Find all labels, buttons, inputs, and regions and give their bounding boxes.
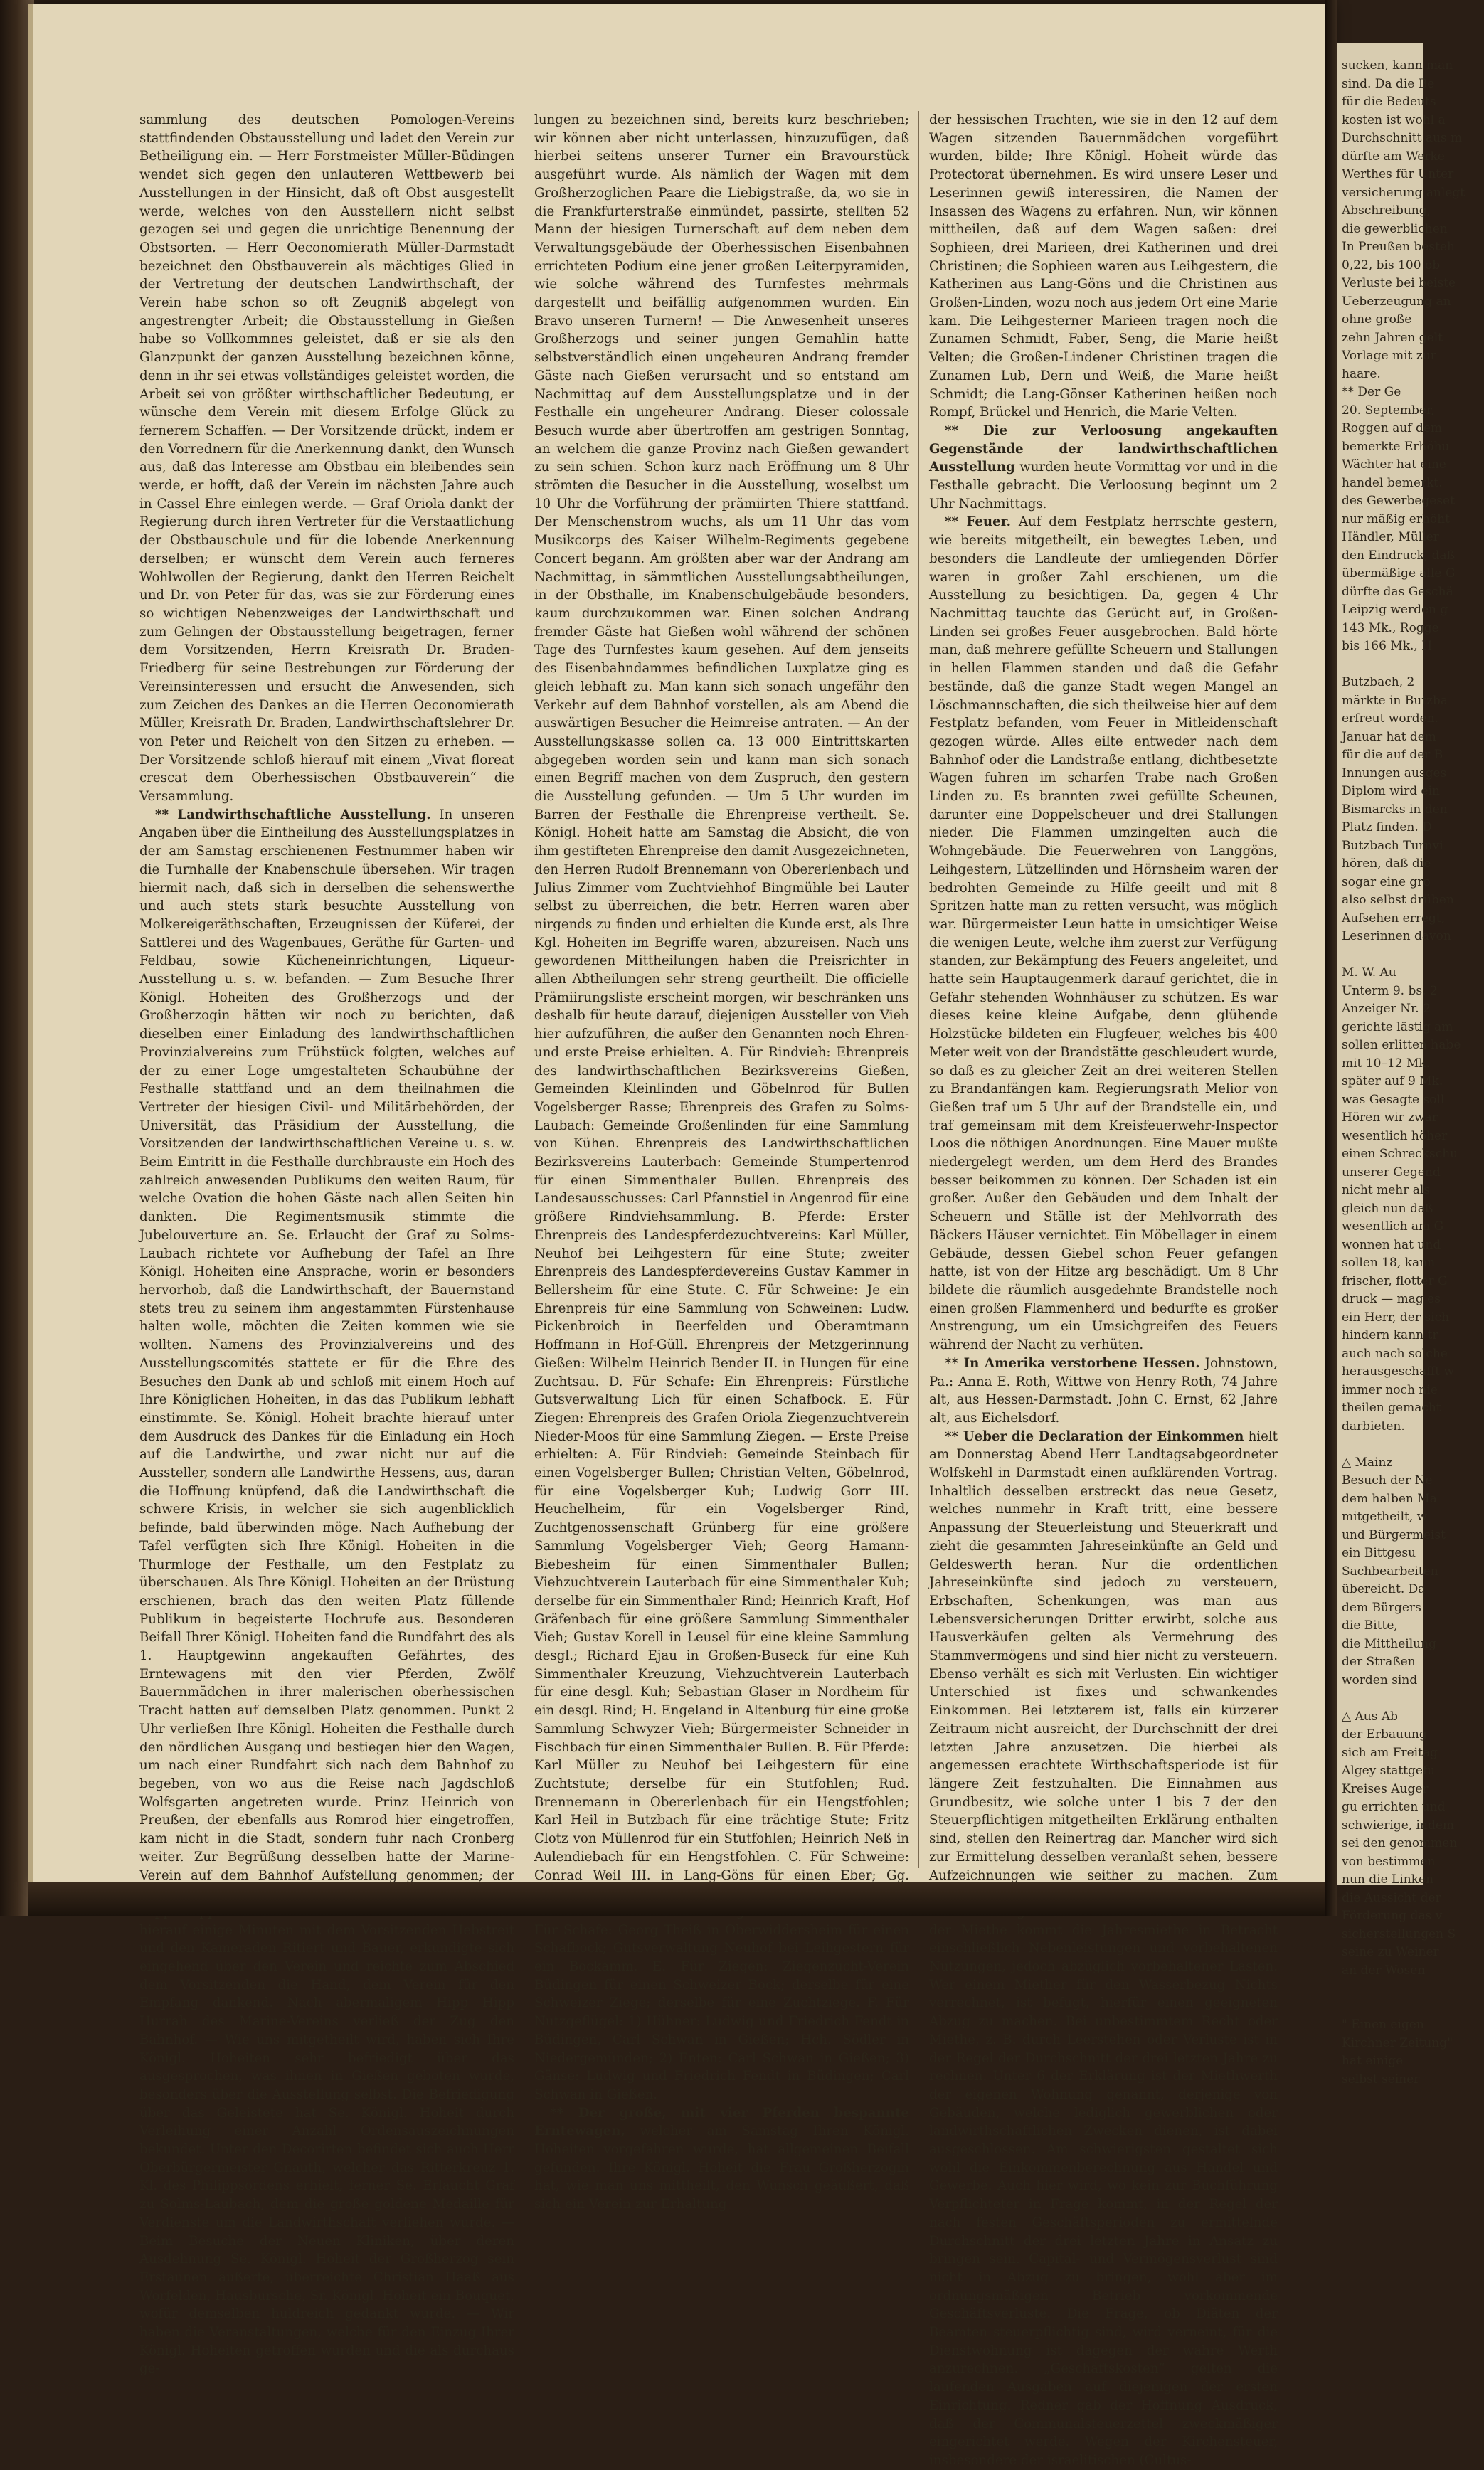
adjacent-page-line: der Erbauung (1342, 1727, 1427, 1742)
adjacent-page-line: also selbst drüben (1342, 893, 1454, 907)
adjacent-page-line: Händler, Müller (1342, 530, 1439, 544)
adjacent-page-line: für die auf der B (1342, 748, 1443, 762)
col3-heading-verloosung: ** Die zur Verloosung angekauften Gegenstände der landwirthschaftlichen Ausstellung (929, 423, 1278, 475)
col1-paragraph-2-body: In unseren Angaben über die Eintheilung des Ausstellungsplatzes in der am Samstag erschienenen Festnummer haben wir die Turnhalle der Knabenschule übersehen. Wir tragen hiermit nach, daß sich in derselben die sehenswerthe und auch stets stark besuchte Ausstellung von Molkereigeräthschaften, Erzeugnissen der Küferei, der Sattlerei und des Wagenbaues, Geräthe für Garten- und Feldbau, sowie Kücheneinrichtungen, Liqueur-Ausstellung u. s. w. befanden. — Zum Besuche Ihrer Königl. Hoheiten des Großherzogs und der Großherzogin hätten wir noch zu berichten, daß dieselben einer Einladung des landwirthschaftlichen Provinzialvereins zum Frühstück folgten, welches auf der zu einer Loge umgestalteten Schaubühne der Festhalle stattfand und an dem theilnahmen die Vertreter der hiesigen Civil- und Militärbehörden, der Universität, das Präsidium der Ausstellung, die Vorsitzenden der landwirthschaftlichen Vereine u. s. w. Beim Eintritt in die Festhalle durchbrauste ein Hoch des zahlreich anwesenden Publikums den weiten Raum, für welche Ovation die hohen Gäste nach allen Seiten hin dankten. Die Regimentsmusik stimmte die Jubelouverture an. Se. Erlaucht der Graf zu Solms-Laubach richtete vor Aufhebung der Tafel an Ihre Königl. Hoheiten eine Ansprache, worin er besonders hervorhob, daß die Landwirthschaft, der Bauernstand stets treu zu seinem ihm angestammten Fürstenhause halten wolle, möchten die Zeiten kommen wie sie wollten. Namens des Provinzialvereins und des Ausstellungscomités stattete er für die Ehre des Besuches den Dank ab und schloß mit einem Hoch auf Ihre Königlichen Hoheiten, in das das Publikum lebhaft einstimmte. Se. Königl. Hoheit brachte hierauf unter dem Ausdruck des Dankes für die Einladung ein Hoch auf die Landwirthe, und zwar nicht nur auf die Aussteller, sondern alle Landwirthe Hessens, aus, daran die Hoffnung knüpfend, daß die Landwirthschaft die schwere Krisis, in welcher sie sich augenblicklich befinde, bald überwinden möge. Nach Aufhebung der Tafel verfügten sich Ihre Königl. Hoheiten in die Thurmloge der Festhalle, um den Festplatz zu überschauen. Als Ihre Königl. Hoheiten an der Brüstung erschienen, brach das den weiten Platz füllende Publikum in begeisterte Hochrufe aus. Besonderen Beifall Ihrer Königl. Hoheiten fand die Rundfahrt des als 1. Hauptgewinn angekauften Gefährtes, des Erntewagens mit den vier Pferden, Zwölf Bauernmädchen in ihrer malerischen oberhessischen Tracht hatten auf demselben Platz genommen. Punkt 2 Uhr verließen Ihre Königl. Hoheiten die Festhalle durch den nördlichen Ausgang und bestiegen hier den Wagen, um nach einer Rundfahrt sich nach dem Bahnhof zu begeben, von wo aus die Reise nach Jagdschloß Wolfsgarten angetreten wurde. Prinz Heinrich von Preußen, der ebenfalls aus Romrod hier eingetroffen, kam nicht in die Stadt, sondern fuhr nach Cronberg weiter. Zur Begrüßung desselben hatte der Marine-Verein auf dem Bahnhof Aufstellung genommen; der hierauf einige Minuten mit dem Vorsitzenden Hebstreit und den Kameraden Ritiert und Bauer, erkundigte sich eingehend über den Verein und reichte zum Abschied dem Vorsitzenden die Hand, dem Verein für den Empfang dankend. Nach abermaligem Hipp Hipp Hurrah des Marine-Vereins verließ der Zug den Bahnhof. — Wie uns mitgetheilt wird, haben sich Ihre Königl. Hoheiten sehr befriedigt über das ausgesprochen, was ihnen in Gießen geboten wurde, besonders über die Ausstellung selbst. Die Befriedigung über das Geleistete hat Se. Königl. Hoheit durch Verleihung einer Anzahl Ordensauszeichnungen bekundet. Unter den Decorirten befindet sich auch Herr Oberbürgermeister Gnauth, welcher das Ritterkreuz 1. Kl. des Philippsordens erhielt, ferner Se. Erlaucht Graf zu Solms-Laubach, dem die große goldene Medaille für Verdienste um die Landwirthschaft verliehen wurde. — Beim Besuche der Neuen Kliniken, über deren Ausdehnung Se. Königl. Hoheit der Großherzog sein Erstaunen äußerte, überreichte Christian Haaß aus Worfelden, Hausbursche, Sr. Königl. Hoheit ein Bouquet, wofür demselben huldreich gedankt wurde. — Wir haben die Veranstaltungen, welche für den Einzug Ihrer Königl. Hoheiten getroffen wurden und die als durchaus ge- (139, 807, 514, 2377)
adjacent-page-line: wonnen hat und (1342, 1237, 1441, 1252)
adjacent-page-line: Sachbearbeiten (1342, 1564, 1438, 1579)
col3-heading-feuer: ** Feuer. (945, 514, 1011, 530)
adjacent-page-line: übereicht. Da (1342, 1582, 1426, 1596)
adjacent-page-line: 0,22, bis 100 ob (1342, 258, 1441, 272)
adjacent-page-line: Unterm 9. bs. 2 (1342, 983, 1438, 998)
col3-paragraph-4-body: Johnstown, Pa.: Anna E. Roth, Wittwe von Henry Roth, 74 Jahre alt, aus Hessen-Darmstadt. John C. Ernst, 62 Jahre alt, aus Eichelsdorf. (929, 1355, 1278, 1426)
adjacent-page-line: sucken, kann man (1342, 58, 1453, 73)
adjacent-page-line: handel bemerkt. (1342, 475, 1443, 490)
col3-paragraph-5-body: hielt am Donnerstag Abend Herr Landtagsabgeordneter Wolfskehl in Darmstadt einen aufklärenden Vortrag. Inhaltlich desselben erstreckt das neue Gesetz, welches nunmehr in Kraft tritt, eine bessere Anpassung der Steuerleistung und Steuerkraft und zieht die gesammten Jahreseinkünfte an Geld und Geldeswerth heran. Nur die ordentlichen Jahreseinkünfte sind jedoch zu versteuern, Erbschaften, Schenkungen, was man aus Lebensversicherungen Dritter erwirbt, solche aus Hausverkäufen gelten als Vermehrung des Stammvermögens und sind hier nicht zu versteuern. Ebenso verhält es sich mit Verlusten. Ein wichtiger Unterschied ist fixes und schwankendes Einkommen. Bei letzterem ist, falls ein kürzerer Zeitraum nicht ausreicht, der Durchschnitt der drei letzten Jahre anzusetzen. Die hierbei als angemessen erachtete Wirthschaftsperiode ist für längere Zeit festzuhalten. Die Einnahmen aus Grundbesitz, wie solche unter 1 bis 7 der den Steuerpflichtigen mitgetheilten Erklärung enthalten sind, stellen den Reinertrag dar. Mancher wird sich zur Ermittelung desselben veranlaßt sehen, bessere Aufzeichnungen wie seither zu machen. Zum der Miethe kommt die Jahresmiethe in Betracht einschließlich Nebenleistungen und vorbehaltenen Nutzungen, jedoch abzüglich vorbehaltener Lasten. Wer einem Miether für den Wasserbezug Nichts verrechnet, ist befugt, hierfür einen geeigneten Abzug zu machen. Bei unbestimmtem Recht oder Miethe, z. B. durch Leerstehen oder Verluste ist in der Regel der Durchschnitt der drei letzten Jahre zu rechnen. Unter 6 der Erklärung ist der Miethwerth der eigenen Wohnung genannt, derjenige von Gebäuden, welche lediglich gewerblichen oder landwirthschaftlichen Zwecken dienen, ist dabei ausgeschlossen. Am schwierigsten gestaltet sich wohl die Einkommenberechnung aus Handel und Gewerbe. Auch hier wird, wo kein zur Buchführung Verpflichteter in Frage kommt, in der Regel der nach festen Geschäftsperioden zu ermittelnde Durchschnitt der drei letzten Jahre in Ansatz zu bringen sein. Capital- und Vermögensverlust sind nicht in Abzug zu bringen, wohl aber im ordnungsmäßigen Betrieb vorkommende Geschäftsverluste. Die Frage, ob Diäten der Beamten steuerpflichtig sind, wird verneint, für die Dienstwohnung ist dagegen der wahre Werth anzurechnen. „Geschäftskosten“ gelten die laufenden Ausgaben auf diejenigen der ersten Einrichtung. Redner gab der Hoffnung Ausdruck, daß der Communalsteuerzettel zweckmäßiger eingerichtet werde. Wegen der Kirchensteuer, insbesondere der israelitischen (Cultus- (929, 1429, 1278, 2468)
col1-heading-landwirthschaftliche-ausstellung: ** Landwirthschaftliche Ausstellung. (155, 807, 431, 822)
adjacent-page-line: " Einen eigen (1342, 2018, 1424, 2032)
page-text-area (139, 111, 1278, 2468)
col3-paragraph-3-body: Auf dem Festplatz herrschte gestern, wie bereits mitgetheilt, ein bewegtes Leben, und besonders die Landleute der umliegenden Dörfer waren in großer Zahl erschienen, um die Ausstellung zu besichtigen. Da, gegen 4 Uhr Nachmittag tauchte das Gerücht auf, in Großen-Linden sei großes Feuer ausgebrochen. Bald hörte man, daß mehrere gefüllte Scheuern und Stallungen in hellen Flammen standen und daß die Gefahr bestände, daß die ganze Stadt wegen Mangel an Löschmannschaften, die sich theilweise hier auf dem Festplatz befanden, vom Feuer in Mitleidenschaft gezogen würde. Alles eilte entweder nach dem Bahnhof oder die Landstraße entlang, dichtbesetzte Wagen fuhren im scharfen Trabe nach Großen Linden zu. Es brannten zwei gefüllte Scheunen, darunter eine Doppelscheuer und drei Stallungen nieder. Die Flammen umzingelten auch die Wohngebäude. Die Feuerwehren von Langgöns, Leihgestern, Lützellinden und Hörnsheim waren der bedrohten Gemeinde zu Hilfe geeilt und mit 8 Spritzen hatte man zu retten versucht, was möglich war. Bürgermeister Leun hatte in umsichtiger Weise die wenigen Leute, welche ihm zuerst zur Verfügung standen, zur Bekämpfung des Feuers angeleitet, und hatte sein Hauptaugenmerk darauf gerichtet, die in Gefahr stehenden Wohnhäuser zu schützen. Es war dieses keine kleine Aufgabe, denn glühende Holzstücke bildeten ein Flugfeuer, welches bis 400 Meter weit von der Brandstätte geschleudert wurde, so daß es zu gleicher Zeit an drei weiteren Stellen zu Brandanfängen kam. Regierungsrath Melior von Gießen traf um 5 Uhr auf der Brandstelle ein, und traf gemeinsam mit dem Kreisfeuerwehr-Inspector Loos die nöthigen Anordnungen. Eine Mauer mußte niedergelegt werden, um dem Herd des Brandes besser beikommen zu können. Der Schaden ist ein großer. Außer den Gebäuden und dem Inhalt der Scheuern und Ställe ist der Mehlvorrath des Bäckers Häuser vernichtet. Ein Möbellager in einem Gebäude, dessen Giebel schon Feuer gefangen hatte, ist von der Hitze arg beschädigt. Um 8 Uhr bildete die räumlich ausgedehnte Brandstelle noch einen großen Flammenherd und bedurfte es großer Anstrengung, um ein Umsichgreifen des Feuers während der Nacht zu verhüten. (929, 514, 1278, 1353)
adjacent-page-line: zehn Jahren gelt (1342, 330, 1443, 345)
adjacent-page-line: Abschreibung, (1342, 203, 1431, 218)
adjacent-page-line: Ueberzeugung an (1342, 294, 1451, 309)
adjacent-page-line: ein Herr, der sich (1342, 1310, 1450, 1325)
adjacent-page-line: theilen gemacht (1342, 1401, 1441, 1415)
adjacent-page-line: die Aussicht der (1342, 1890, 1441, 1905)
adjacent-page-line (1342, 1436, 1484, 1454)
col2-paragraph-1: lungen zu bezeichnen sind, bereits kurz beschrieben; wir können aber nicht unterlassen, hinzuzufügen, daß hierbei seitens unserer Turner ein Bravourstück ausgeführt wurde. Als nämlich der Wagen mit dem Großherzoglichen Paare die Liebigstraße, da, wo sie in die Frankfurterstraße einmündet, passirte, stellten 52 Mann der hiesigen Turnerschaft auf dem neben dem Verwaltungsgebäude der Oberhessischen Eisenbahnen errichteten Podium eine jener großen Leiterpyramiden, wie solche während des Turnfestes mehrmals dargestellt und beifällig aufgenommen wurden. Ein Bravo unseren Turnern! — Die Anwesenheit unseres Großherzogs und seiner jungen Gemahlin hatte selbstverständlich einen ungeheuren Andrang fremder Gäste nach Gießen verursacht und so entstand am Nachmittag auf dem Ausstellungsplatze und in der Festhalle ein ungeheurer Andrang. Dieser colossale Besuch wurde aber übertroffen am gestrigen Sonntag, an welchem die ganze Provinz nach Gießen gewandert zu sein schien. Schon kurz nach Eröffnung um 8 Uhr strömten die Besucher in die Ausstellung, woselbst um 10 Uhr die Vorführung der prämiirten Thiere stattfand. Der Menschenstrom wuchs, als um 11 Uhr das vom Musikcorps des Kaiser Wilhelm-Regiments gegebene Concert begann. Am größten aber war der Andrang am Nachmittag, in sämmtlichen Ausstellungsabtheilungen, in der Obsthalle, im Knabenschulgebäude besonders, kaum durchzukommen war. Einen solchen Andrang fremder Gäste hat Gießen wohl während der schönen Tage des Turnfestes kaum gesehen. Auf dem jenseits des Eisenbahndammes befindlichen Luxplatze ging es gleich lebhaft zu. Man kann sich sonach ungefähr den Verkehr auf dem Bahnhof vorstellen, als am Abend die auswärtigen Besucher die Heimreise antraten. — An der Ausstellungskasse sollen ca. 13 000 Eintrittskarten abgegeben worden sein und kann man sich sonach einen Begriff machen von dem Zuspruch, den gestern die Ausstellung gefunden. — Um 5 Uhr wurden im Barren der Festhalle die Ehrenpreise vertheilt. Se. Königl. Hoheit hatte am Samstag die Absicht, die von ihm gestifteten Ehrenpreise den damit Ausgezeichneten, den Herren Rudolf Brennemann von Obererlenbach und Julius Zimmer vom Zuchtviehhof Bingmühle bei Lauter selbst zu überreichen, die betr. Herren waren aber nirgends zu finden und erhielten die Kunde erst, als Ihre Kgl. Hoheiten im Begriffe waren, abzureisen. Nach uns gewordenen Mittheilungen haben die Preisrichter in allen Abtheilungen sehr streng geurtheilt. Die officielle Prämiirungsliste erscheint morgen, wir beschränken uns deshalb für heute darauf, diejenigen Aussteller von Vieh hier aufzuführen, die außer den Genannten noch Ehren- und erste Preise erhielten. A. Für Rindvieh: Ehrenpreis des landwirthschaftlichen Bezirksvereins Gießen, Gemeinden Kleinlinden und Göbelnrod für Bullen Vogelsberger Rasse; Ehrenpreis des Grafen zu Solms-Laubach: Gemeinde Großenlinden für eine Sammlung von Kühen. Ehrenpreis des Landwirthschaftlichen Bezirksvereins Lauterbach: Gemeinde Stumpertenrod für einen Simmenthaler Bullen. Ehrenpreis des Landesausschusses: Carl Pfannstiel in Angenrod für eine größere Rindviehsammlung. B. Pferde: Erster Ehrenpreis des Landespferdezuchtvereins: Karl Müller, Neuhof bei Leihgestern für eine Stute; zweiter Ehrenpreis des Landespferdevereins Gustav Kammer in Bellersheim für eine Stute. C. Für Schweine: Je ein Ehrenpreis für eine Sammlung von Schweinen: Ludw. Pickenbroich in Beerfelden und Oberamtmann Hoffmann in Hof-Güll. Ehrenpreis der Metzgerinnung Gießen: Wilhelm Heinrich Bender II. in Hungen für eine Zuchtsau. D. Für Schafe: Ein Ehrenpreis: Fürstliche Gutsverwaltung Lich für einen Schafbock. E. Für Ziegen: Ehrenpreis des Grafen Oriola Ziegenzuchtverein Nieder-Moos für eine Sammlung Ziegen. — Erste Preise erhielten: A. Für Rindvieh: Gemeinde Steinbach für einen Vogelsberger Bullen; Christian Velten, Göbelnrod, für eine Vogelsberger Kuh; Ludwig Gorr III. Heuchelheim, für ein Vogelsberger Rind, Zuchtgenossenschaft Grünberg für eine größere Sammlung Vogelsberger Vieh; Georg Hamann-Biebesheim für einen Simmenthaler Bullen; Viehzuchtverein Lauterbach für eine Simmenthaler Kuh; derselbe für ein Simmenthaler Rind; Heinrich Kraft, Hof Gräfenbach für eine größere Sammlung Simmenthaler Vieh; Gustav Korell in Leusel für eine kleine Sammlung desgl.; Richard Ejau in Großen-Buseck für eine Kuh Simmenthaler Kreuzung, Viehzuchtverein Lauterbach für eine desgl. Kuh; Sebastian Glaser in Nordheim für ein desgl. Rind; H. Engeland in Altenburg für eine große Sammlung Schwyzer Vieh; Bürgermeister Schneider in Fischbach für einen Simmenthaler Bullen. B. Für Pferde: Karl Müller zu Neuhof bei Leihgestern für eine Zuchtstute; derselbe für ein Stutfohlen; Rud. Brennemann in Obererlenbach für ein Hengstfohlen; Karl Heil in Butzbach für eine trächtige Stute; Fritz Clotz von Müllenrod für ein Stutfohlen; Heinrich Neß in Aulendiebach für ein Hengstfohlen. C. Für Schweine: Conrad Weil III. in Lang-Göns für einen Eber; Gg. Für Schafe: Georg Theiß in Oberwiddersheim für einen Schafbock; Gutsverwaltung Neuhof bei Leihgestern für ein Bockamm. E. Für Ziegen: Ziegenzucht-Verein Büdingen für einen Schweizer Bock; derselbe für eine Schweizer Ziege; derselbe für eine Zuchtziege. F. Für Nutzgeflügel: 1) Hühner: Ludwig und Friedrich Fendt in Büdingen, Carl Schwan in Gießen; Hch. Södler in Niedergemünden; 2) Enten: Carl Schwan in Gießen; 3) Gänse: Ludwig und Friedrich Fendt in Büdingen; Carl Schwan in Gießen. (534, 112, 909, 2102)
adjacent-page-line: Förderung das v (1342, 1909, 1443, 1923)
adjacent-page-line: unserer Gegend (1342, 1165, 1441, 1180)
col3-paragraph-3 (929, 513, 1278, 1354)
adjacent-page-line: kosten ist wohl a (1342, 112, 1446, 127)
adjacent-page-line: versicherung anlegt (1342, 185, 1466, 200)
adjacent-page-line: märkte in Butzba (1342, 693, 1448, 708)
adjacent-page-line (1342, 1998, 1484, 2017)
adjacent-page-line: herausgeschafft w (1342, 1364, 1455, 1379)
adjacent-page-line: nicht mehr als (1342, 1183, 1431, 1197)
adjacent-page-line: Algey stattgefu (1342, 1764, 1436, 1778)
adjacent-page-line: sicherstellungen S (1342, 1926, 1456, 1941)
adjacent-page-line: Butzbach, 2 (1342, 675, 1415, 689)
col3-heading-amerika: ** In Amerika verstorbene Hessen. (945, 1355, 1200, 1371)
newspaper-page (28, 4, 1329, 2468)
adjacent-page-line: erfreut worden. (1342, 711, 1439, 726)
adjacent-page-line: später auf 9 Mk. (1342, 1074, 1443, 1088)
adjacent-page-line: hindern kann tr (1342, 1328, 1438, 1342)
adjacent-page-line: Aufsehen erregt, (1342, 911, 1446, 926)
adjacent-page-line: die Bitte, (1342, 1618, 1398, 1633)
adjacent-page-line: an der Wosen (1342, 1963, 1426, 1978)
adjacent-page-line: sollen erlitten habe (1342, 1038, 1461, 1052)
adjacent-page-line (1342, 656, 1484, 674)
adjacent-page-line: sich am Freitag (1342, 1745, 1438, 1760)
adjacent-page-line: △ Mainz (1342, 1455, 1393, 1470)
adjacent-page-line: gerichte lästig am (1342, 1019, 1453, 1034)
adjacent-page-line: was Gesagte soll (1342, 1092, 1445, 1107)
adjacent-page-line: ** Der Ge (1342, 385, 1401, 399)
col1-paragraph-1: sammlung des deutschen Pomologen-Vereins stattfindenden Obstausstellung und ladet den Verein zur Betheiligung ein. — Herr Forstmeister Müller-Büdingen wendet sich gegen den unlauteren Wettbewerb bei Ausstellungen in der Hinsicht, daß oft Obst ausgestellt werde, welches von den Ausstellern nicht selbst gezogen sei und gegen die unrichtige Benennung der Obstsorten. — Herr Oeconomierath Müller-Darmstadt bezeichnet den Obstbauverein als mächtiges Glied in der Vertretung der deutschen Landwirthschaft, der Verein habe schon so oft Zeugniß abgelegt von angestrengter Arbeit; die Obstausstellung in Gießen habe so Vollkommnes geleistet, daß er sie als den Glanzpunkt der ganzen Ausstellung bezeichnen könne, denn in ihr sei etwas vollständiges geleistet worden, die Arbeit sei von größter wirthschaftlicher Bedeutung, er wünsche dem Verein mit diesem Erfolge Glück zu fernerem Schaffen. — Der Vorsitzende drückt, indem er den Vorrednern für die Anerkennung dankt, den Wunsch aus, daß das Interesse am Obstbau ein bleibendes sein werde, er hofft, daß der Verein im nächsten Jahre auch in Cassel Ehre einlegen werde. — Graf Oriola dankt der Regierung durch ihren Vertreter für die Verstaatlichung der Obstbauschule und für die lobende Anerkennung derselben; er wünscht dem Verein auch ferneres Wohlwollen der Regierung, dankt den Herren Reichelt und Dr. von Peter für das, was sie zur Förderung eines so wichtigen Nebenzweiges der Landwirthschaft und zum Gelingen der Obstausstellung beigetragen, ferner dem Vorsitzenden, Herrn Kreisrath Dr. Braden-Friedberg für seine Bestrebungen zur Förderung der Vereinsinteressen und ersucht die Anwesenden, sich zum Zeichen des Dankes an die Herren Oeconomierath Müller, Kreisrath Dr. Braden, Landwirthschaftslehrer Dr. von Peter und Reichelt von den Sitzen zu erheben. — Der Vorsitzende schloß hierauf mit einem „Vivat floreat crescat dem Oberhessischen Obstbauverein“ die Versammlung. (139, 112, 514, 805)
adjacent-page-line: dem Bürgers (1342, 1600, 1421, 1615)
adjacent-page-line: Kreises Auger (1342, 1781, 1429, 1796)
adjacent-page-line: seine zu Weiner (1342, 1945, 1439, 1959)
adjacent-page-line: △ Aus Ab (1342, 1709, 1398, 1724)
adjacent-page-line: Januar hat dem (1342, 729, 1436, 744)
adjacent-page-line: die Mittheilung (1342, 1636, 1436, 1651)
adjacent-page-line: Leserinnen davon (1342, 929, 1451, 943)
adjacent-page-line: Werthes für Unter (1342, 167, 1454, 181)
book-gutter (1325, 0, 1337, 1916)
adjacent-page-line: mitgetheilt, w (1342, 1510, 1428, 1524)
adjacent-page-line: die gewerblichen (1342, 221, 1448, 236)
adjacent-page-line: nur mäßig erhöht (1342, 512, 1450, 526)
adjacent-page-line (1342, 946, 1484, 965)
adjacent-page-line: für die Bedeuts (1342, 95, 1436, 109)
adjacent-page-line: 143 Mk., Rogge (1342, 620, 1439, 635)
adjacent-page-line (1342, 1980, 1484, 1998)
adjacent-page-line: mit 10–12 Mk. (1342, 1056, 1431, 1071)
col2-heading-erntewagen: ** Der große, mit vier Pferden bespannte Erntewagen, (534, 2105, 909, 2139)
adjacent-page-line: dürfte das Geschä (1342, 584, 1453, 599)
adjacent-page-line: übermäßige alle G (1342, 566, 1456, 581)
adjacent-page-fragments (1342, 57, 1484, 2089)
col3-paragraph-2 (929, 422, 1278, 514)
adjacent-page-line: darbieten. (1342, 1419, 1405, 1433)
adjacent-page-line: den Eindruck, daß (1342, 548, 1456, 563)
adjacent-page-line: und Bürgermeist (1342, 1527, 1446, 1542)
adjacent-page-line: Innungen ausges (1342, 765, 1447, 780)
adjacent-page-line: Roggen auf dem (1342, 421, 1443, 435)
adjacent-page-line: auch nach solche (1342, 1346, 1448, 1361)
adjacent-page-line: Vorlage mit zur (1342, 349, 1436, 363)
column-1 (139, 111, 514, 2377)
adjacent-page-line: von bestimmen (1342, 1854, 1436, 1869)
col3-paragraph-4 (929, 1355, 1278, 1428)
adjacent-page-line: In Preußen besteh (1342, 240, 1455, 254)
col3-paragraph-1: der hessischen Trachten, wie sie in den 12 auf dem Wagen sitzenden Bauernmädchen vorgeführt wurden, bilde; Ihre Königl. Hoheit würde das Protectorat übernehmen. Es wird unsere Leser und Leserinnen gewiß interessiren, die Namen der Insassen des Wagens zu erfahren. Nun, wir können mittheilen, daß auf dem Wagen saßen: drei Sophieen, drei Marieen, drei Katherinen und drei Christinen; die Sophieen waren aus Leihgestern, die Katherinen aus Lang-Göns und die Christinen aus Großen-Linden, wozu noch aus jedem Ort eine Marie kam. Die Leihgesterner Marieen tragen noch die Zunamen Schmidt, Faber, Seng, die Marie heißt Velten; die Großen-Lindener Christinen tragen die Zunamen Lub, Dern und Weiß, die Marie heißt Schmidt; die Lang-Gönser Katherinen heißen noch Rompf, Brückel und Henrich, die Marie Velten. (929, 112, 1278, 420)
adjacent-page-line: wesentlich höher (1342, 1128, 1448, 1143)
adjacent-page-line: Anzeiger Nr. 2 (1342, 1002, 1431, 1016)
adjacent-page-line: Besuch der Ne (1342, 1473, 1433, 1488)
adjacent-page-line: Leipzig werden g (1342, 603, 1448, 617)
adjacent-page-line: der Straßen (1342, 1655, 1416, 1669)
adjacent-page-line: sollen 18, kann (1342, 1256, 1436, 1270)
col3-paragraph-2-body: wurden heute Vormittag vor und in die Festhalle gebracht. Die Verloosung beginnt um 2 Uhr Nachmittags. (929, 460, 1278, 512)
page-bottom-edge (28, 1882, 1325, 1916)
adjacent-page-line: Verluste bei beiste (1342, 276, 1456, 290)
adjacent-page-line: wesentlich am G (1342, 1219, 1444, 1234)
adjacent-page-line: Kirchner Zeitung" (1342, 2035, 1453, 2050)
adjacent-page-line: Wächter hat eine (1342, 457, 1446, 472)
adjacent-page-edge (1337, 43, 1466, 2087)
col2-paragraph-2 (534, 2104, 909, 2214)
column-rule-2 (918, 111, 919, 1868)
adjacent-page-line: Diplom wird ein (1342, 784, 1440, 798)
adjacent-page-line: sogar eine gro (1342, 874, 1431, 889)
adjacent-page-line: gu errichten und (1342, 1800, 1446, 1814)
adjacent-page-line: M. W. Au (1342, 965, 1396, 980)
column-2 (534, 111, 909, 2212)
adjacent-page-line: dürfte am Werke (1342, 149, 1445, 164)
adjacent-page-line: haare. (1342, 366, 1381, 381)
adjacent-page-line: hören, daß die (1342, 857, 1431, 871)
adjacent-page-line: ohne große (1342, 312, 1412, 327)
adjacent-page-line: des Gewerbegeset (1342, 494, 1455, 508)
adjacent-page-line: Platz finden. D (1342, 820, 1432, 834)
col3-paragraph-5 (929, 1428, 1278, 2470)
adjacent-page-line: 20. September, (1342, 403, 1435, 418)
adjacent-page-line: immer noch nie (1342, 1382, 1438, 1397)
adjacent-page-line: schwierige, indem (1342, 1818, 1455, 1833)
adjacent-page-line: Hören wir zwar (1342, 1111, 1438, 1125)
adjacent-page-line: Durchschnitt aus m (1342, 131, 1463, 145)
adjacent-page-line: Bismarcks in den (1342, 802, 1448, 817)
adjacent-page-line: dem halben Ma (1342, 1491, 1437, 1506)
adjacent-page-line: sind. Da die Be (1342, 76, 1435, 91)
adjacent-page-line: nun die Linken (1342, 1872, 1434, 1887)
adjacent-page-line: bis 166 Mk., H (1342, 639, 1433, 653)
adjacent-page-line: einen Schreckschu (1342, 1147, 1458, 1161)
adjacent-page-line: gleich nun daß (1342, 1201, 1433, 1216)
adjacent-page-line: ein Bittgesu (1342, 1546, 1416, 1560)
adjacent-page-line: druck — mag es (1342, 1292, 1441, 1306)
adjacent-page-line: hat einige (1342, 2054, 1404, 2068)
adjacent-page-line: sei den genommen (1342, 1836, 1458, 1850)
adjacent-page-line: bemerkte Erhöhu (1342, 439, 1450, 454)
col1-paragraph-2 (139, 806, 514, 2378)
adjacent-page-line: Butzbach Turnvi (1342, 838, 1443, 853)
col3-heading-einkommen: ** Ueber die Declaration der Einkommen (945, 1429, 1244, 1444)
adjacent-page-line: selbst seiner (1342, 2072, 1420, 2087)
adjacent-page-line: worden sind (1342, 1673, 1418, 1687)
adjacent-page-line: frischer, flotter G (1342, 1273, 1448, 1288)
column-3 (929, 111, 1278, 2468)
adjacent-page-line (1342, 1690, 1484, 1708)
col2-paragraph-2-body: welcher am Samstag Ihren Königl. Hoheiten vorgefahren wurde, hat allgemeinen Beifall gefunden. Ihre Königl. Hoheit die Frau Großherzogin hat, wie man uns mittheilt, den Wunsch geäußert, daß sich ein Verein zur Erhaltung (534, 2124, 909, 2212)
